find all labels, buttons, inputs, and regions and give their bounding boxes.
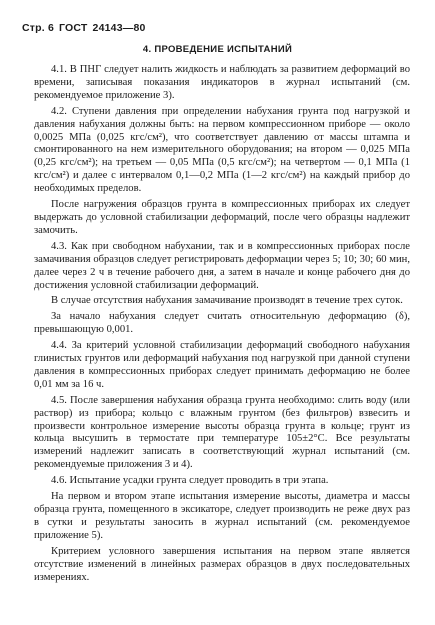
section-body (34, 64, 410, 587)
paragraph-4-3: 4.3. Как при свободном набухании, так и в компрессионных приборах после замачивания образцов следует регистрировать деформации через 5; 10; 30; 60 мин, далее через 2 ч в течение рабочего дня, а затем в начале и конце рабочего дня до достижения условной стабилизации деформаций. (34, 240, 410, 291)
standard-code: 24143—80 (92, 22, 146, 34)
page-header (22, 22, 151, 34)
paragraph-loading: После нагружения образцов грунта в компрессионных приборах их следует выдержать до условной стабилизации деформаций, после чего образцы надлежит замочить. (34, 199, 410, 236)
paragraph-criterion: Критерием условного завершения испытания на первом этапе является отсутствие изменений в линейных размерах образцов в двух последовательных измерениях. (34, 545, 410, 583)
paragraph-4-5: 4.5. После завершения набухания образца грунта необходимо: слить воду (или раствор) из прибора; кольцо с влажным грунтом (без фильтров) взвесить и произвести контрольное измерение высоты образца грунта в кольце; грунт из кольца высушить в термостате при температуре 105±2°С. Все результаты измерений надлежит записать в соответствующий журнал испытаний (см. рекомендуемые приложения 3 и 4). (34, 394, 410, 471)
paragraph-stages: На первом и втором этапе испытания измерение высоты, диаметра и массы образца грунта, помещенного в эксикаторе, следует производить не реже двух раз в сутки и результаты заносить в журнал испытаний (см. рекомендуемое приложение 5). (34, 491, 410, 541)
paragraph-4-1: 4.1. В ПНГ следует налить жидкость и наблюдать за развитием деформаций во времени, записывая показания индикаторов в журнал испытаний (см. рекомендуемое приложение 3). (34, 64, 410, 101)
paragraph-swelling-start: За начало набухания следует считать относительную деформацию (δ), превышающую 0,001. (34, 311, 410, 336)
section-title: 4. ПРОВЕДЕНИЕ ИСПЫТАНИЙ (142, 44, 293, 55)
paragraph-no-swelling: В случае отсутствия набухания замачивание производят в течение трех суток. (51, 295, 403, 307)
paragraph-4-4: 4.4. За критерий условной стабилизации деформаций свободного набухания глинистых грунтов или деформаций набухания под нагрузкой при данной ступени давления в компрессионных приборах следует принимать деформацию не более 0,01 мм за 16 ч. (34, 340, 410, 390)
standard-label: ГОСТ (59, 22, 88, 34)
page-number: Стр. 6 (22, 22, 55, 34)
paragraph-4-6: 4.6. Испытание усадки грунта следует проводить в три этапа. (51, 475, 329, 487)
paragraph-4-2: 4.2. Ступени давления при определении набухания грунта под нагрузкой и давления набухания должны быть: на первом компрессионном приборе — около 0,0025 МПа (0,025 кгс/см²), что соответствует давлению от массы штампа и смонтированного на нем измерительного оборудования; на втором — 0,025 МПа (0,25 кгс/см²); на третьем — 0,05 МПа (0,5 кгс/см²); на четвертом — 0,1 МПа (1 кгс/см²) и далее с интервалом 0,1—0,2 МПа (1—2 кгс/см²) на каждый прибор до необходимых пределов. (34, 105, 410, 195)
